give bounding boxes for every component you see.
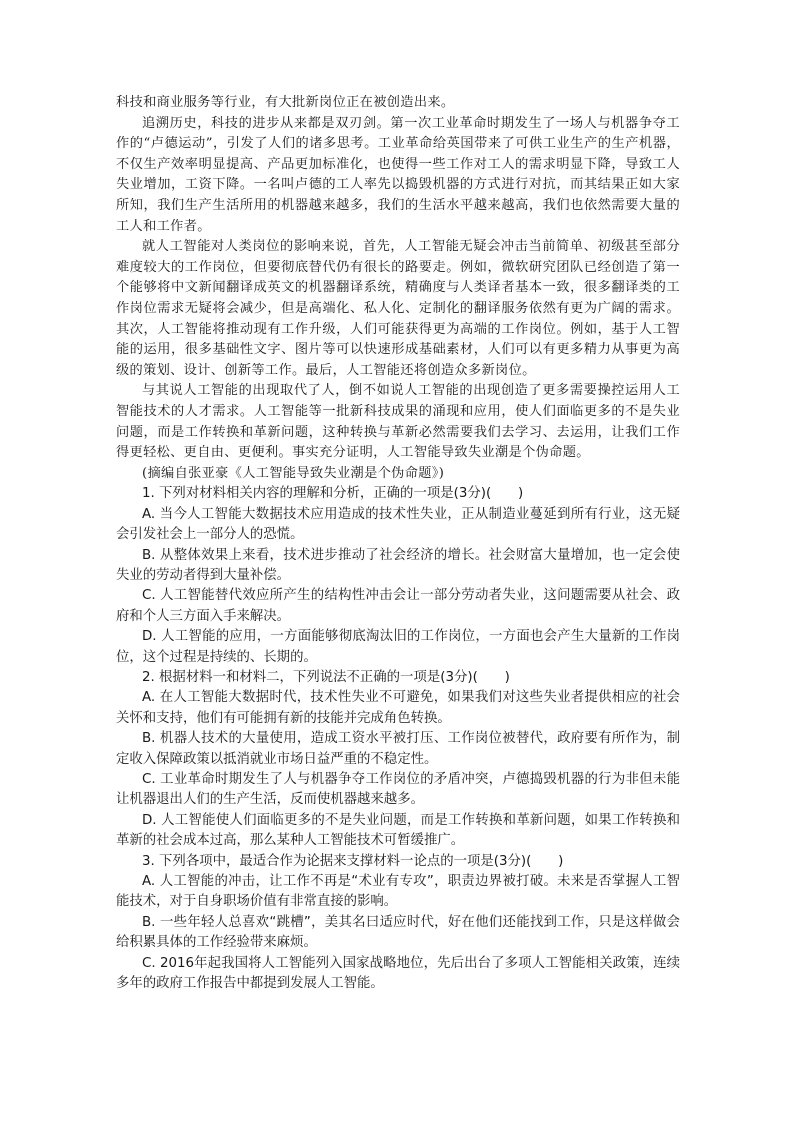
passage-section: [116, 93, 680, 484]
answer-option: C. 工业革命时期发生了人与机器争夺工作岗位的矛盾冲突，卢德捣毁机器的行为非但未能让机器退出人们的生产生活，反而使机器越来越多。: [116, 771, 680, 808]
answer-option: B. 机器人技术的大量使用，造成工资水平被打压、工作岗位被替代，政府要有所作为，制定收入保障政策以抵消就业市场日益严重的不稳定性。: [116, 731, 680, 767]
question-stem: 1. 下列对材料相关内容的理解和分析，正确的一项是(3分)( ): [142, 486, 524, 502]
passage-paragraph: 就人工智能对人类岗位的影响来说，首先，人工智能无疑会冲击当前简单、初级甚至部分难度较大的工作岗位，但要彻底替代仍有很长的路要走。例如，微软研究团队已经创造了第一个能够将中文新闻翻译成英文的机器翻译系统，精确度与人类译者基本一致，很多翻译类的工作岗位需求无疑将会减少，但是高端化、私人化、定制化的翻译服务依然有更为广阔的需求。其次，人工智能将推动现有工作升级，人们可能获得更为高端的工作岗位。例如，基于人工智能的运用，很多基础性文字、图片等可以快速形成基础素材，人们可以有更多精力从事更为高级的策划、设计、创新等工作。最后，人工智能还将创造众多新岗位。: [116, 239, 680, 378]
answer-option: B. 一些年轻人总喜欢“跳槽”，美其名曰适应时代，好在他们还能找到工作，只是这样做会给积累具体的工作经验带来麻烦。: [116, 914, 680, 951]
passage-paragraph: 科技和商业服务等行业，有大批新岗位正在被创造出来。: [116, 95, 455, 110]
question-stem: 2. 根据材料一和材料二，下列说法不正确的一项是(3分)( ): [142, 669, 510, 685]
questions-section: [116, 484, 680, 994]
document-page: [116, 93, 680, 994]
passage-paragraph: 与其说人工智能的出现取代了人，倒不如说人工智能的出现创造了更多需要操控运用人工智能技术的人才需求。人工智能等一批新科技成果的涌现和应用，使人们面临更多的不是失业问题，而是工作转换和革新问题，这种转换与革新必然需要我们去学习、去运用，让我们工作得更轻松、更自由、更便利。事实充分证明，人工智能导致失业潮是个伪命题。: [116, 383, 680, 461]
answer-option: A. 人工智能的冲击，让工作不再是“术业有专攻”，职责边界被打破。未来是否掌握人工智能技术，对于自身职场价值有非常直接的影响。: [116, 874, 680, 910]
passage-paragraph: 追溯历史，科技的进步从来都是双刃剑。第一次工业革命时期发生了一场人与机器争夺工作的“卢德运动”，引发了人们的诸多思考。工业革命给英国带来了可供工业生产的生产机器，不仅生产效率明显提高、产品更加标准化，也使得一些工作对工人的需求明显下降，导致工人失业增加，工资下降。一名叫卢德的工人率先以捣毁机器的方式进行对抗，而其结果正如大家所知，我们生产生活所用的机器越来越多，我们的生活水平越来越高，我们也依然需要大量的工人和工作者。: [116, 115, 680, 234]
source-citation: (摘编自张亚豪《人工智能导致失业潮是个伪命题》): [142, 465, 445, 481]
answer-option: A. 当今人工智能大数据技术应用造成的技术性失业，正从制造业蔓延到所有行业，这无疑会引发社会上一部分人的恐慌。: [116, 506, 680, 543]
answer-option: C. 2016年起我国将人工智能列入国家战略地位，先后出台了多项人工智能相关政策，连续多年的政府工作报告中都提到发展人工智能。: [116, 955, 680, 992]
answer-option: D. 人工智能使人们面临更多的不是失业问题，而是工作转换和革新问题，如果工作转换和革新的社会成本过高，那么某种人工智能技术可暂缓推广。: [116, 812, 680, 849]
answer-option: A. 在人工智能大数据时代，技术性失业不可避免，如果我们对这些失业者提供相应的社会关怀和支持，他们有可能拥有新的技能并完成角色转换。: [116, 690, 680, 726]
answer-option: C. 人工智能替代效应所产生的结构性冲击会让一部分劳动者失业，这问题需要从社会、政府和个人三方面入手来解决。: [116, 588, 680, 624]
question-stem: 3. 下列各项中，最适合作为论据来支撑材料一论点的一项是(3分)( ): [142, 853, 564, 869]
answer-option: B. 从整体效果上来看，技术进步推动了社会经济的增长。社会财富大量增加，也一定会使失业的劳动者得到大量补偿。: [116, 547, 680, 583]
answer-option: D. 人工智能的应用，一方面能够彻底淘汰旧的工作岗位，一方面也会产生大量新的工作岗位，这个过程是持续的、长期的。: [116, 629, 680, 665]
